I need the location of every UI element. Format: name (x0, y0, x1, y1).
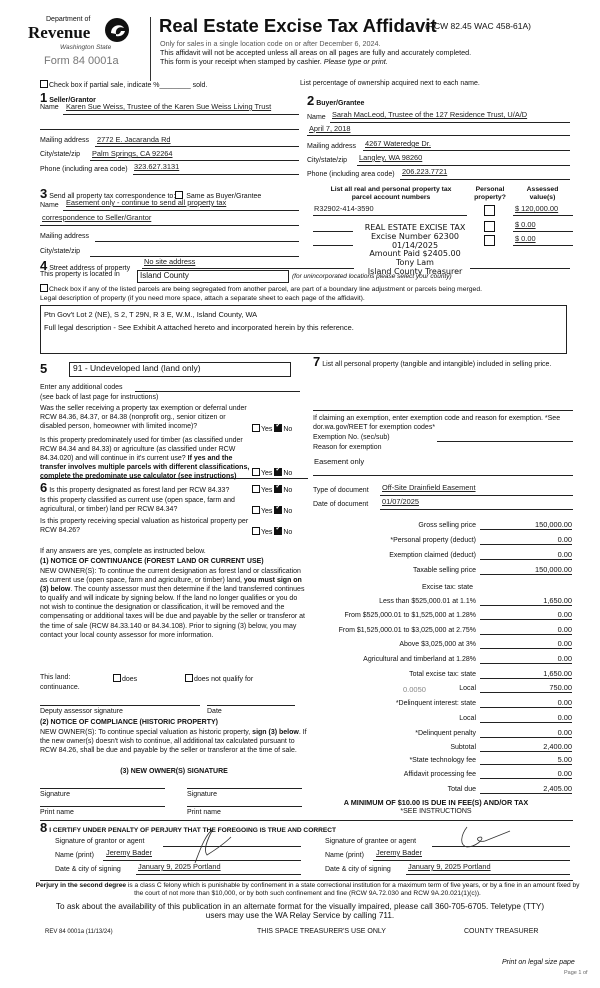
financial-value-field[interactable]: 1,650.00 (480, 669, 572, 679)
forest-question: Is this property designated as forest land per RCW 84.33? (49, 487, 230, 494)
personal-property-checkbox[interactable] (484, 221, 495, 232)
grantee-name-field[interactable]: Jeremy Bader (376, 848, 423, 857)
assessed-value-line (513, 245, 573, 246)
ownership-note: List percentage of ownership acquired next to each name. (300, 80, 480, 87)
print-name-field-1[interactable] (40, 806, 165, 807)
new-owner-signature-title: (3) NEW OWNER(S) SIGNATURE (120, 768, 228, 775)
financial-label: From $1,525,000.01 to $3,025,000 at 2.75% (338, 627, 476, 634)
does-qualify-checkbox[interactable] (113, 674, 121, 682)
notice-continuance-text (40, 567, 308, 640)
additional-codes-field[interactable] (135, 391, 300, 392)
q1-yes-no (252, 424, 292, 434)
header-line-3 (160, 58, 388, 66)
page-number: Page 1 of (564, 970, 588, 976)
rcw-reference: (RCW 82.45 WAC 458-61A) (425, 21, 531, 31)
section-number: 1 (40, 90, 48, 105)
doc-date-label: Date of document (313, 501, 369, 508)
assessed-value-line (513, 231, 573, 232)
buyer-phone-field[interactable]: 206.223.7721 (402, 167, 448, 176)
print-name-label: Print name (187, 809, 221, 816)
seller-phone-field[interactable]: 323.627.3131 (134, 162, 180, 171)
financial-row (300, 564, 572, 575)
financial-label: Subtotal (450, 744, 476, 751)
perjury-notice (35, 882, 580, 898)
financial-value-field[interactable]: 0.00 (480, 535, 572, 545)
financial-label: *State technology fee (409, 757, 476, 764)
financial-row (300, 682, 572, 693)
financial-label: *Delinquent interest: state (395, 700, 476, 707)
form-number: Form 84 0001a (44, 55, 119, 67)
financial-label: Less than $525,000.01 at 1.1% (379, 598, 476, 605)
certify-statement: I CERTIFY UNDER PENALTY OF PERJURY THAT THE FOREGOING IS TRUE AND CORRECT (49, 827, 337, 834)
n2-text-a: NEW OWNER(S): To continue special valuation as historic property, (40, 729, 251, 736)
continuance-label: continuance. (40, 684, 80, 691)
doc-type-label: Type of document (313, 487, 369, 494)
personal-header-1: Personal (475, 186, 505, 193)
personal-property-field[interactable] (313, 410, 573, 411)
buyer-name-label: Name (307, 114, 326, 121)
financial-value-field[interactable]: 2,400.00 (480, 742, 572, 752)
no-label: No (283, 426, 293, 433)
financial-label: *Delinquent penalty (415, 730, 476, 737)
notice-continuance-title: (1) NOTICE OF CONTINUANCE (FOREST LAND OR CURRENT USE) (40, 558, 264, 565)
no-label: No (283, 487, 293, 494)
financial-row (300, 595, 572, 606)
financial-value-field[interactable]: 5.00 (480, 755, 572, 765)
legal-line-2: Full legal description - See Exhibit A attached hereto and incorporated herein by this reference. (44, 323, 354, 332)
does-not-qualify-checkbox[interactable] (185, 674, 193, 682)
land-use-code-select[interactable] (69, 362, 291, 377)
historical-yes-checkbox[interactable] (252, 527, 260, 535)
perjury-bold: Perjury in the second degree (35, 882, 127, 889)
excise-state-label: Excise tax: state (422, 584, 473, 591)
current-use-no-checkbox[interactable] (274, 506, 282, 514)
assessed-header-1: Assessed (526, 186, 559, 193)
logo-state: Washington State (60, 44, 112, 51)
financial-value-field[interactable]: 150,000.00 (480, 565, 572, 575)
assessed-value-header (515, 186, 570, 202)
local-rate: 0.0050 (403, 685, 426, 694)
notice-compliance-text (40, 728, 308, 755)
deputy-date-field[interactable] (207, 705, 295, 706)
grantee-signature-icon (455, 823, 515, 856)
financial-label: Local (459, 685, 476, 692)
n1-text-c: . The county assessor must then determine if the land transferred continues to qualify and will indicate by signing below. If the land no longer qualifies or you do not wish to continue the designation or classification, it will be removed and the compensating or additional taxes will be due and payable by the seller or transferor at the time of sale (RCW 84.33.140 or 84.34.108). Prior to signing (3) below, you may contact your local county assessor for more information. (40, 586, 305, 639)
section-number: 3 (40, 186, 48, 201)
page-title: Real Estate Excise Tax Affidavit (159, 15, 437, 36)
revision-number: REV 84 0001a (11/13/24) (45, 929, 113, 935)
treasurer-stamp (345, 224, 485, 277)
section-number: 6 (40, 480, 48, 495)
reason-field[interactable]: Easement only (314, 457, 365, 466)
financial-row (300, 754, 572, 765)
financial-label: From $525,000.01 to $1,525,000 at 1.28% (344, 612, 476, 619)
buyer-phone-label: Phone (including area code) (307, 171, 395, 178)
receipt-note: This form is your receipt when stamped by cashier. (160, 57, 322, 66)
seller-mail-label: Mailing address (40, 137, 90, 144)
alt-format-notice: To ask about the availability of this publication in an alternate format for the visually impaired, please call 360-705-6705. Teletype (TTY) users may use the WA Relay Service by calling 711. (55, 902, 545, 920)
county-value: Island County (140, 271, 189, 280)
parcels-header (316, 186, 466, 202)
signature-field-2[interactable] (187, 788, 302, 789)
section-number: 4 (40, 258, 48, 273)
financial-label: *Personal property (deduct) (390, 537, 476, 544)
exemption-no-label: Exemption No. (sec/sub) (313, 434, 390, 441)
corr-name-field[interactable]: Easement only - continue to send all property tax (66, 198, 227, 207)
section-number: 7 (313, 354, 321, 369)
financial-value-field[interactable]: 750.00 (480, 683, 572, 693)
section-number: 8 (40, 820, 48, 835)
seller-city-label: City/state/zip (40, 151, 81, 158)
additional-codes-label: Enter any additional codes (40, 384, 123, 391)
stamp-line: 01/14/2025 (391, 240, 439, 250)
segregated-checkbox[interactable] (40, 284, 48, 292)
financial-row (300, 609, 572, 620)
signature-label: Signature (187, 791, 217, 798)
seller-mail-field[interactable]: 2772 E. Jacaranda Rd (97, 135, 171, 144)
financial-value-field[interactable]: 0.00 (480, 769, 572, 779)
deputy-signature-field[interactable] (40, 705, 200, 706)
n2-text-bold: sign (3) below (252, 729, 299, 736)
seller-name-field[interactable]: Karen Sue Weiss, Trustee of the Karen Sue Weiss Living Trust (66, 102, 272, 111)
same-as-buyer-label: Same as Buyer/Grantee (186, 193, 262, 200)
financial-row (300, 697, 572, 708)
timber-question-bold: If yes and the transfer involves multiple parcels with different classifications, complete the predominate use calculator (see instructions) (40, 455, 250, 481)
q2-yes-checkbox[interactable] (252, 468, 260, 476)
perjury-text: is a class C felony which is punishable by confinement in a state correctional institution for a maximum term of five years, or by a fine in an amount fixed by the court of not more than $10,000, or by both such confinement and fine (RCW 9A.72.030 and RCW 9A.20.021(1)(c)). (126, 882, 580, 897)
corr-name-line-2[interactable]: correspondence to Seller/Grantor (42, 213, 152, 222)
grantee-sig-label: Signature of grantee or agent (325, 838, 417, 845)
assessed-value-field[interactable]: $ 0.00 (515, 234, 536, 243)
financial-row (300, 783, 572, 794)
financial-value-field[interactable]: 0.00 (480, 698, 572, 708)
seller-heading-label: Seller/Grantor (49, 97, 96, 104)
financial-value-field[interactable]: 2,405.00 (480, 784, 572, 794)
exemption-instructions: If claiming an exemption, enter exemption code and reason for exemption. *See dor.wa.gov/REET for exemption codes* (313, 415, 561, 432)
personal-property-label: List all personal property (tangible and intangible) included in selling price. (322, 361, 552, 368)
located-label: This property is located in (40, 271, 120, 278)
seller-name-label: Name (40, 104, 59, 111)
q1-no-checkbox[interactable] (274, 424, 282, 432)
does-not-label: does not qualify for (194, 676, 254, 683)
financial-label: Taxable selling price (412, 567, 476, 574)
financial-value-field[interactable]: 1,650.00 (480, 596, 572, 606)
corr-mail-label: Mailing address (40, 233, 90, 240)
reason-label: Reason for exemption (313, 444, 382, 451)
parcel-account-field[interactable] (313, 215, 467, 216)
treasurer-use-label: THIS SPACE TREASURER'S USE ONLY (257, 928, 386, 935)
county-select[interactable] (137, 270, 289, 283)
q2-no-checkbox[interactable] (274, 468, 282, 476)
financial-value-field[interactable]: 0.00 (480, 713, 572, 723)
financial-row (300, 638, 572, 649)
financial-label: Gross selling price (418, 522, 476, 529)
financial-row (300, 741, 572, 752)
buyer-name-field[interactable]: Sarah MacLeod, Trustee of the 127 Residence Trust, U/A/D (332, 110, 528, 119)
buyer-mail-label: Mailing address (307, 143, 357, 150)
assessed-value-line (513, 215, 573, 216)
does-label: does (122, 676, 138, 683)
assessed-value-field[interactable]: $ 120,000.00 (515, 204, 559, 213)
stamp-line: Amount Paid $2405.00 (369, 249, 461, 259)
grantee-date-field[interactable]: January 9, 2025 Portland (408, 862, 491, 871)
financial-value-field[interactable]: 0.00 (480, 639, 572, 649)
exemption-no-field[interactable] (437, 441, 573, 442)
print-name-label: Print name (40, 809, 74, 816)
financial-row (300, 653, 572, 664)
grantor-date-field[interactable]: January 9, 2025 Portland (138, 862, 221, 871)
current-use-yes-checkbox[interactable] (252, 506, 260, 514)
county-treasurer-label: COUNTY TREASURER (464, 928, 539, 935)
historical-no-checkbox[interactable] (274, 527, 282, 535)
financial-label: Total excise tax: state (409, 671, 476, 678)
financial-value-field[interactable]: 0.00 (480, 610, 572, 620)
if-yes-note: If any answers are yes, complete as instructed below. (40, 548, 206, 555)
n1-text-bold: you must sign on (3) below (40, 577, 302, 594)
see-instructions: *SEE INSTRUCTIONS (400, 808, 472, 815)
grantee-date-label: Date & city of signing (325, 866, 391, 873)
doc-type-field[interactable]: Off-Site Drainfield Easement (382, 483, 476, 492)
financial-label: Affidavit processing fee (403, 771, 476, 778)
timber-question-text: Is this property predominately used for timber (as classified under RCW 84.34 and 84.33) or agriculture (as classified under RCW 84.34.020) and will continue in it's current use? (40, 437, 243, 463)
personal-property-checkbox[interactable] (484, 235, 495, 246)
financial-row (300, 712, 572, 723)
no-label: No (283, 508, 293, 515)
stamp-line: Island County Treasurer (367, 266, 463, 276)
grantor-name-label: Name (print) (55, 852, 94, 859)
financial-label: Agricultural and timberland at 1.28% (363, 656, 476, 663)
parcels-header-2: parcel account numbers (351, 193, 431, 201)
buyer-mail-field[interactable]: 4267 Wateredge Dr. (365, 139, 431, 148)
stamp-line: Tony Lam (396, 258, 434, 268)
buyer-heading-label: Buyer/Grantee (316, 100, 365, 107)
unincorporated-note: (for unincorporated locations please select your county) (292, 273, 452, 280)
legal-description-field[interactable] (40, 305, 567, 354)
grantee-name-label: Name (print) (325, 852, 364, 859)
n2-text-c: . If the new owner(s) doesn't wish to continue, all additional tax calculated pursuant to RCW 84.26, shall be due and payable by the seller or transferor at the time of sale. (40, 729, 307, 755)
this-land-label: This land: (40, 674, 71, 681)
street-label: Street address of property (49, 265, 131, 272)
financial-label: Above $3,025,000 at 3% (399, 641, 476, 648)
logo-department-of: Department of (46, 16, 91, 23)
land-use-code-value: 91 - Undeveloped land (land only) (73, 363, 201, 373)
yes-label: Yes (261, 508, 273, 515)
doc-date-field[interactable]: 01/07/2025 (382, 497, 419, 506)
buyer-city-label: City/state/zip (307, 157, 348, 164)
financial-label: Total due (447, 786, 476, 793)
logo-revenue: Revenue (28, 23, 91, 42)
grantor-sig-label: Signature of grantor or agent (55, 838, 145, 845)
grantor-name-field[interactable]: Jeremy Bader (106, 848, 153, 857)
financial-row (300, 768, 572, 779)
financial-value-field[interactable]: 0.00 (480, 654, 572, 664)
section-number: 5 (40, 361, 48, 376)
personal-property-header (470, 186, 510, 202)
forest-yes-checkbox[interactable] (252, 485, 260, 493)
notice-compliance-title: (2) NOTICE OF COMPLIANCE (HISTORIC PROPERTY) (40, 719, 218, 726)
parcel-account-value: R32902-414-3590 (314, 204, 374, 213)
timber-question (40, 436, 252, 481)
historical-question: Is this property receiving special valuation as historical property per RCW 84.26? (40, 518, 249, 535)
yes-label: Yes (261, 529, 273, 536)
stamp-line: Excise Number 62300 (370, 231, 460, 241)
financial-row (300, 727, 572, 738)
buyer-city-field[interactable]: Langley, WA 98260 (359, 153, 423, 162)
financial-row (300, 549, 572, 560)
corr-name-label: Name (40, 202, 59, 209)
financial-row (300, 534, 572, 545)
corr-city-label: City/state/zip (40, 248, 81, 255)
current-use-question: Is this property classified as current use (open space, farm and agricultural, or timber) land per RCW 84.34? (40, 497, 235, 514)
financial-row (300, 624, 572, 635)
forest-no-checkbox[interactable] (274, 485, 282, 493)
header-divider (150, 17, 151, 81)
seller-phone-label: Phone (including area code) (40, 166, 128, 173)
header-line-2: This affidavit will not be accepted unless all areas on all pages are fully and accurately completed. (160, 48, 472, 57)
yes-label: Yes (261, 470, 273, 477)
legal-line-1: Ptn Gov't Lot 2 (NE), S 2, T 29N, R 3 E, W.M., Island County, WA (44, 310, 258, 319)
financial-value-field[interactable]: 0.00 (480, 625, 572, 635)
assessed-header-2: value(s) (529, 193, 556, 201)
print-name-field-2[interactable] (187, 806, 302, 807)
partial-sale-checkbox[interactable] (40, 80, 48, 88)
buyer-name-line-2[interactable]: April 7, 2018 (309, 124, 351, 133)
financial-row (300, 668, 572, 679)
signature-label: Signature (40, 791, 70, 798)
yes-label: Yes (261, 487, 273, 494)
partial-sale-row (40, 80, 207, 90)
financial-value-field[interactable]: 150,000.00 (480, 520, 572, 530)
deputy-label: Deputy assessor signature (40, 708, 123, 715)
type-or-print: Please type or print. (323, 57, 388, 66)
personal-header-2: property? (474, 193, 506, 201)
n1-text-a: NEW OWNER(S): To continue the current designation as forest land or classification as current use (open space, farm and agriculture, or timber) land, (40, 568, 301, 585)
header-line-1: Only for sales in a single location code on or after December 6, 2024. (160, 39, 381, 48)
dor-logo-icon (104, 17, 130, 43)
section-number: 2 (307, 93, 315, 108)
q1-yes-checkbox[interactable] (252, 424, 260, 432)
segregated-label: Check box if any of the listed parcels are being segregated from another parcel, are part of a boundary line adjustment or parcels being merged. (49, 286, 482, 293)
assessed-value-field[interactable]: $ 0.00 (515, 220, 536, 229)
correspondence-label: Send all property tax correspondence to: (49, 193, 176, 200)
minimum-due-note: A MINIMUM OF $10.00 IS DUE IN FEE(S) AND/OR TAX (343, 798, 529, 807)
see-back-note: (see back of last page for instructions) (40, 394, 159, 401)
no-label: No (283, 470, 293, 477)
no-label: No (283, 529, 293, 536)
signature-field-1[interactable] (40, 788, 165, 789)
seller-city-field[interactable]: Palm Springs, CA 92264 (92, 149, 173, 158)
financial-row (300, 519, 572, 530)
grantor-date-label: Date & city of signing (55, 866, 121, 873)
legal-description-label: Legal description of property (if you need more space, attach a separate sheet to each page of the affidavit). (40, 295, 365, 302)
stamp-line: REAL ESTATE EXCISE TAX (364, 223, 466, 232)
date-label: Date (207, 708, 222, 715)
personal-property-checkbox[interactable] (484, 205, 495, 216)
financial-label: Local (459, 715, 476, 722)
parcels-header-1: List all real and personal property tax (330, 186, 452, 193)
legal-paper-note: Print on legal size pape (502, 959, 575, 966)
financial-value-field[interactable]: 0.00 (480, 728, 572, 738)
exemption-question: Was the seller receiving a property tax exemption or deferral under RCW 84.36, 84.37, or 84.38 (nonprofit org., senior citizen or disabled person, homeowner with limited income)? (40, 405, 247, 431)
financial-label: Exemption claimed (deduct) (389, 552, 476, 559)
financial-value-field[interactable]: 0.00 (480, 550, 572, 560)
partial-sale-label: Check box if partial sale, indicate %________ sold. (49, 82, 208, 89)
street-address-field[interactable]: No site address (144, 257, 196, 266)
yes-label: Yes (261, 426, 273, 433)
